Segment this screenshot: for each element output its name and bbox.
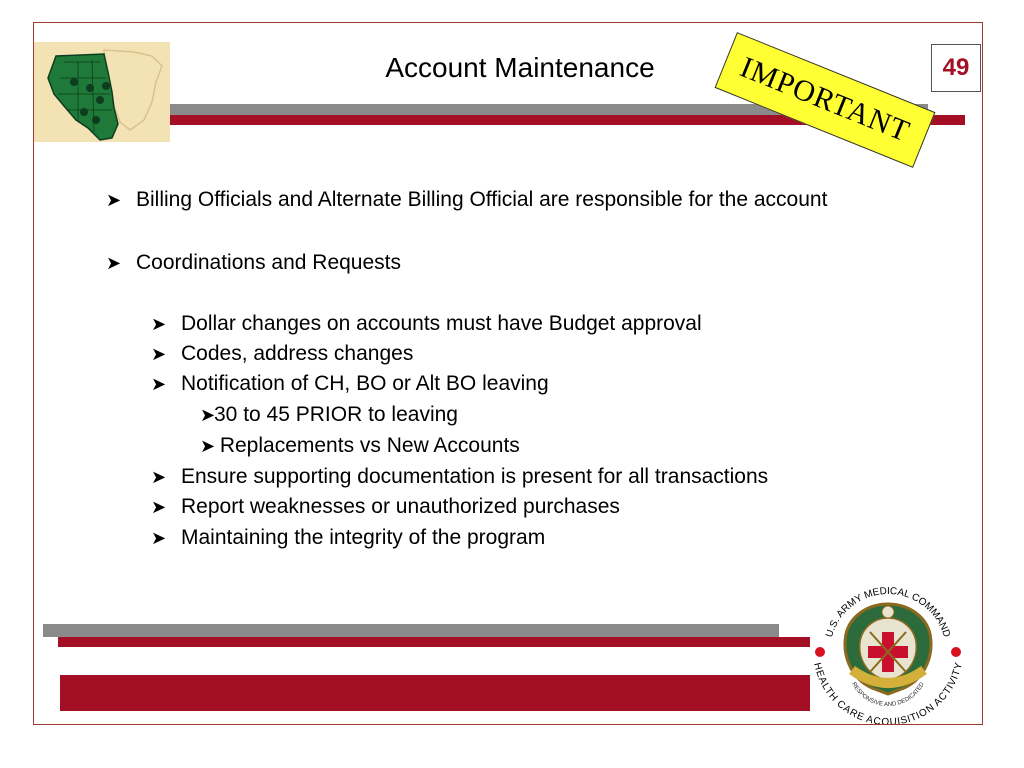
bullet-text: Notification of CH, BO or Alt BO leaving [181, 372, 549, 395]
list-item [151, 465, 768, 489]
arrowhead-bullet-icon: ➤ [151, 343, 167, 364]
bullet-text: Billing Officials and Alternate Billing Official are responsible for the account [136, 188, 828, 211]
bullet-text: Codes, address changes [181, 342, 414, 365]
list-item [151, 526, 545, 550]
list-item [106, 188, 827, 212]
arrowhead-bullet-icon: ➤ [151, 496, 167, 517]
seal-bottom-text: HEALTH CARE ACQUISITION ACTIVITY [811, 661, 965, 724]
seal-ribbon-text: RESPONSIVE AND DEDICATED [850, 681, 926, 709]
seal-top-text: U.S. ARMY MEDICAL COMMAND [824, 585, 952, 639]
bullet-text: 30 to 45 PRIOR to leaving [214, 403, 458, 426]
bullet-text: Dollar changes on accounts must have Budget approval [181, 312, 702, 335]
bullet-text: Coordinations and Requests [136, 251, 402, 274]
arrowhead-bullet-icon: ➤ [200, 435, 216, 456]
arrowhead-bullet-icon: ➤ [200, 404, 216, 425]
page-number: 49 [931, 44, 981, 92]
list-item [200, 403, 458, 427]
page-title: Account Maintenance [385, 52, 655, 83]
army-medical-command-seal [808, 574, 968, 724]
footer-divider-red [58, 637, 810, 647]
footer-divider-gray [43, 624, 779, 637]
list-item [151, 372, 549, 396]
arrowhead-bullet-icon: ➤ [151, 313, 167, 334]
list-item [151, 312, 702, 336]
arrowhead-bullet-icon: ➤ [151, 466, 167, 487]
arrowhead-bullet-icon: ➤ [151, 373, 167, 394]
list-item [106, 251, 401, 275]
bullet-text: Maintaining the integrity of the program [181, 526, 546, 549]
footer-band-red [60, 675, 810, 711]
arrowhead-bullet-icon: ➤ [106, 189, 122, 210]
arrowhead-bullet-icon: ➤ [151, 527, 167, 548]
list-item [151, 495, 620, 519]
list-item [200, 434, 520, 458]
important-stamp: IMPORTANT [715, 32, 936, 168]
bullet-text: Report weaknesses or unauthorized purchases [181, 495, 620, 518]
list-item [151, 342, 413, 366]
arrowhead-bullet-icon: ➤ [106, 252, 122, 273]
bullet-text: Ensure supporting documentation is present for all transactions [181, 465, 769, 488]
us-region-map-icon [34, 42, 170, 142]
bullet-text: Replacements vs New Accounts [214, 434, 520, 457]
